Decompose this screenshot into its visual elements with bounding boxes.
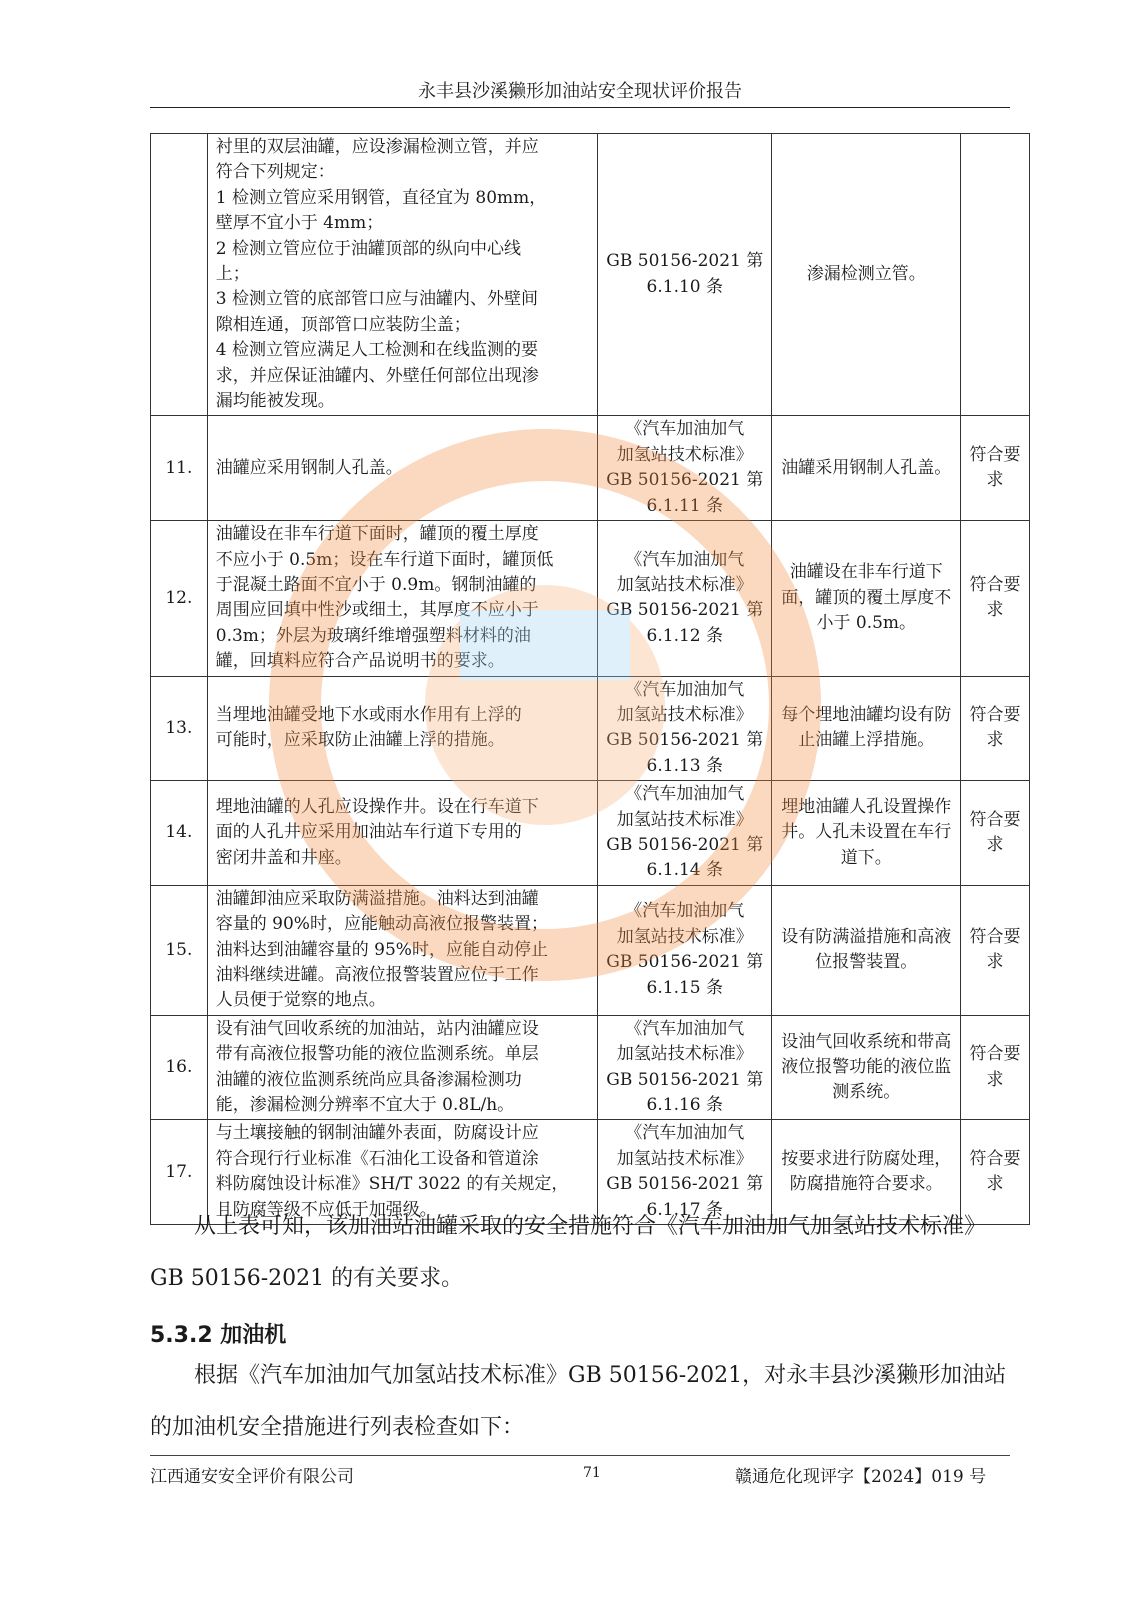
requirement-cell — [207, 885, 597, 1015]
basis-line: 6.1.15 条 — [646, 977, 724, 998]
status-cell: 按要求进行防腐处理，防腐措施符合要求。 — [772, 1120, 961, 1225]
basis-cell — [598, 134, 772, 416]
basis-line: 加氢站技术标准》 — [616, 444, 753, 465]
requirement-line: 当埋地油罐受地下水或雨水作用有上浮的 — [215, 704, 522, 725]
requirement-line: 油料继续进罐。高液位报警装置应位于工作 — [215, 965, 539, 985]
row-number: 15. — [151, 885, 208, 1015]
basis-cell — [598, 676, 772, 781]
status-cell: 油罐采用钢制人孔盖。 — [772, 416, 961, 521]
table-row — [151, 1015, 1030, 1120]
basis-line: GB 50156-2021 第 — [606, 251, 764, 272]
row-number: 17. — [151, 1120, 208, 1225]
requirement-line: 可能时，应采取防止油罐上浮的措施。 — [215, 730, 505, 751]
requirement-line: 衬里的双层油罐，应设渗漏检测立管，并应 — [215, 137, 539, 157]
page-header-title: 永丰县沙溪獭形加油站安全现状评价报告 — [418, 81, 742, 102]
basis-line: GB 50156-2021 第 — [606, 834, 764, 855]
basis-line: 6.1.17 条 — [646, 1199, 724, 1220]
requirement-cell — [207, 416, 597, 521]
requirement-line: 油罐应采用钢制人孔盖。 — [215, 457, 403, 478]
row-number: 16. — [151, 1015, 208, 1120]
basis-cell — [598, 1015, 772, 1120]
requirement-line: 面的人孔井应采用加油站车行道下专用的 — [215, 822, 522, 843]
basis-cell — [598, 416, 772, 521]
basis-line: 加氢站技术标准》 — [616, 1044, 753, 1065]
intro-paragraph: 根据《汽车加油加气加氢站技术标准》GB 50156-2021，对永丰县沙溪獭形加油站的加油机安全措施进行列表检查如下： — [150, 1363, 1007, 1440]
requirement-line: 人员便于觉察的地点。 — [215, 990, 386, 1011]
requirement-line: 0.3m；外层为玻璃纤维增强塑料材料的油 — [215, 625, 531, 646]
requirement-line: 设有油气回收系统的加油站，站内油罐应设 — [215, 1018, 539, 1039]
result-cell — [961, 134, 1030, 416]
basis-line: 加氢站技术标准》 — [616, 1148, 753, 1169]
table-row — [151, 676, 1030, 781]
requirement-line: 周围应回填中性沙或细土，其厚度不应小于 — [215, 600, 539, 621]
requirement-line: 求，并应保证油罐内、外壁任何部位出现渗 — [215, 365, 539, 386]
basis-line: GB 50156-2021 第 — [606, 1174, 764, 1195]
result-cell: 符合要求 — [961, 885, 1030, 1015]
status-cell: 每个埋地油罐均设有防止油罐上浮措施。 — [772, 676, 961, 781]
requirement-line: 油罐的液位监测系统尚应具备渗漏检测功 — [215, 1069, 522, 1090]
requirement-line: 2 检测立管应位于油罐顶部的纵向中心线 — [215, 238, 521, 259]
requirement-line: 且防腐等级不应低于加强级。 — [215, 1199, 437, 1220]
basis-line: 《汽车加油加气 — [625, 549, 745, 570]
requirement-line: 不应小于 0.5m；设在车行道下面时，罐顶低 — [215, 549, 554, 570]
basis-line: 《汽车加油加气 — [625, 901, 745, 922]
table-row — [151, 885, 1030, 1015]
basis-line: 6.1.16 条 — [646, 1095, 724, 1116]
requirement-line: 油罐卸油应采取防满溢措施。油料达到油罐 — [215, 888, 539, 909]
requirement-line: 符合下列规定： — [215, 162, 335, 183]
table-row — [151, 521, 1030, 676]
status-cell: 埋地油罐人孔设置操作井。人孔未设置在车行道下。 — [772, 781, 961, 886]
table-row — [151, 416, 1030, 521]
requirement-line: 3 检测立管的底部管口应与油罐内、外壁间 — [215, 289, 538, 310]
result-cell: 符合要求 — [961, 416, 1030, 521]
basis-line: 加氢站技术标准》 — [616, 704, 753, 725]
section-heading: 5.3.2 加油机 — [150, 1323, 287, 1348]
basis-line: 6.1.13 条 — [646, 755, 724, 776]
header-divider — [150, 107, 1010, 108]
conclusion-paragraph: 从上表可知，该加油站油罐采取的安全措施符合《汽车加油加气加氢站技术标准》GB 50156-2021 的有关要求。 — [150, 1214, 987, 1291]
requirement-cell — [207, 1015, 597, 1120]
requirement-cell — [207, 781, 597, 886]
requirement-line: 容量的 90%时，应能触动高液位报警装置； — [215, 914, 548, 935]
basis-line: 加氢站技术标准》 — [616, 926, 753, 947]
safety-check-table — [150, 133, 1030, 1225]
basis-line: 《汽车加油加气 — [625, 1123, 745, 1144]
requirement-line: 壁厚不宜小于 4mm； — [215, 213, 384, 234]
requirement-line: 于混凝土路面不宜小于 0.9m。钢制油罐的 — [215, 574, 537, 595]
requirement-line: 上； — [215, 264, 250, 285]
requirement-cell — [207, 676, 597, 781]
result-cell: 符合要求 — [961, 1015, 1030, 1120]
footer-doc-number: 赣通危化现评字【2024】019 号 — [735, 1467, 987, 1487]
result-cell: 符合要求 — [961, 781, 1030, 886]
requirement-line: 埋地油罐的人孔应设操作井。设在行车道下 — [215, 796, 539, 817]
row-number: 14. — [151, 781, 208, 886]
basis-line: 6.1.14 条 — [646, 860, 724, 881]
requirement-line: 油料达到油罐容量的 95%时，应能自动停止 — [215, 939, 548, 960]
status-cell: 油罐设在非车行道下面，罐顶的覆土厚度不小于 0.5m。 — [772, 521, 961, 676]
basis-line: GB 50156-2021 第 — [606, 470, 764, 491]
requirement-line: 带有高液位报警功能的液位监测系统。单层 — [215, 1044, 539, 1065]
requirement-line: 密闭井盖和井座。 — [215, 847, 352, 868]
requirement-line: 与土壤接触的钢制油罐外表面，防腐设计应 — [215, 1123, 539, 1144]
basis-line: 6.1.12 条 — [646, 625, 724, 646]
status-cell: 渗漏检测立管。 — [772, 134, 961, 416]
requirement-line: 油罐设在非车行道下面时，罐顶的覆土厚度 — [215, 524, 539, 545]
table-row — [151, 781, 1030, 886]
basis-line: GB 50156-2021 第 — [606, 952, 764, 973]
requirement-cell — [207, 521, 597, 676]
requirement-line: 隙相连通，顶部管口应装防尘盖； — [215, 314, 471, 335]
requirement-line: 符合现行行业标准《石油化工设备和管道涂 — [215, 1148, 539, 1169]
status-cell: 设有防满溢措施和高液位报警装置。 — [772, 885, 961, 1015]
result-cell: 符合要求 — [961, 1120, 1030, 1225]
requirement-cell — [207, 134, 597, 416]
row-number — [151, 134, 208, 416]
basis-line: 加氢站技术标准》 — [616, 574, 753, 595]
requirement-line: 4 检测立管应满足人工检测和在线监测的要 — [215, 340, 538, 361]
result-cell: 符合要求 — [961, 676, 1030, 781]
requirement-line: 料防腐蚀设计标准》SH/T 3022 的有关规定， — [215, 1174, 569, 1195]
basis-line: 《汽车加油加气 — [625, 784, 745, 805]
requirement-line: 漏均能被发现。 — [215, 391, 335, 412]
row-number: 13. — [151, 676, 208, 781]
basis-line: 《汽车加油加气 — [625, 1018, 745, 1039]
basis-line: 《汽车加油加气 — [625, 679, 745, 700]
basis-line: 《汽车加油加气 — [625, 419, 745, 440]
requirement-line: 1 检测立管应采用钢管，直径宜为 80mm， — [215, 187, 547, 208]
table-row — [151, 134, 1030, 416]
requirement-line: 罐，回填料应符合产品说明书的要求。 — [215, 651, 505, 672]
requirement-line: 能，渗漏检测分辨率不宜大于 0.8L/h。 — [215, 1095, 515, 1116]
basis-line: GB 50156-2021 第 — [606, 600, 764, 621]
footer-divider — [150, 1455, 1010, 1456]
basis-line: 6.1.11 条 — [646, 495, 724, 516]
basis-cell — [598, 885, 772, 1015]
row-number: 12. — [151, 521, 208, 676]
footer-company: 江西通安安全评价有限公司 — [150, 1467, 354, 1487]
basis-line: GB 50156-2021 第 — [606, 730, 764, 751]
status-cell: 设油气回收系统和带高液位报警功能的液位监测系统。 — [772, 1015, 961, 1120]
basis-line: 加氢站技术标准》 — [616, 809, 753, 830]
basis-line: 6.1.10 条 — [646, 276, 724, 297]
basis-line: GB 50156-2021 第 — [606, 1069, 764, 1090]
basis-cell — [598, 781, 772, 886]
page-number: 71 — [583, 1465, 601, 1481]
basis-cell — [598, 521, 772, 676]
row-number: 11. — [151, 416, 208, 521]
result-cell: 符合要求 — [961, 521, 1030, 676]
